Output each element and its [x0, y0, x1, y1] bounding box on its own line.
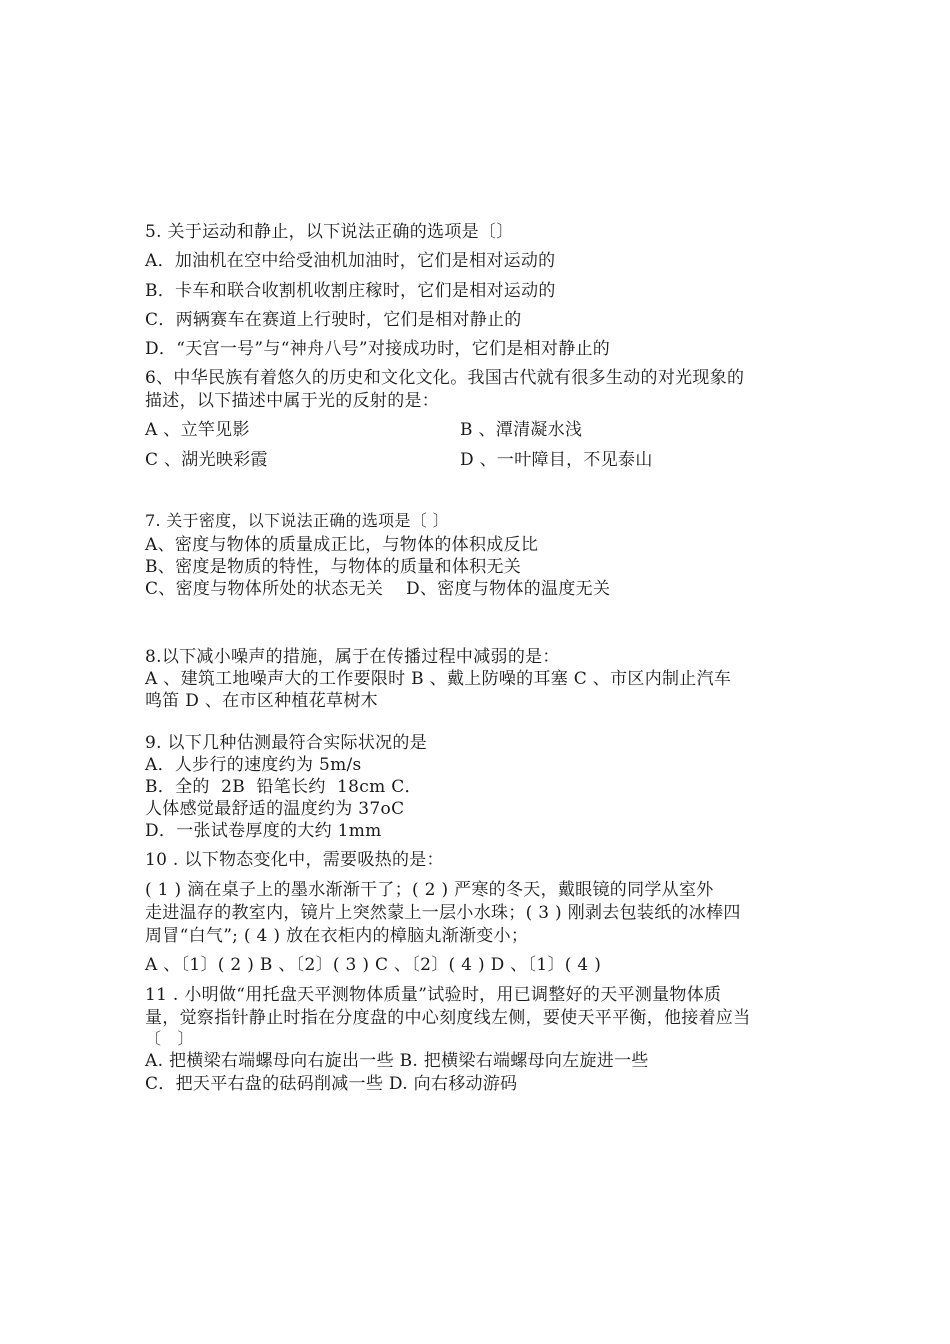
q5-stem: 5. 关于运动和静止，以下说法正确的选项是〔〕	[145, 222, 514, 242]
q7-stem: 7. 关于密度，以下说法正确的选项是〔 〕	[145, 511, 449, 530]
q9-option-b: B．全的 2B 铅笔长约 18cm C．	[145, 777, 422, 797]
q11-stem-line2: 量，觉察指针静止时指在分度盘的中心刻度线左侧，要使天平平衡，他接着应当	[145, 1008, 751, 1028]
q10-body-line3: 周冒“白气”; ( 4 ) 放在衣柜内的樟脑丸渐渐变小；	[145, 926, 529, 946]
q7-option-b: B、密度是物质的特性，与物体的质量和体积无关	[145, 557, 522, 577]
q6-option-a: A 、立竿见影	[145, 420, 250, 440]
q10-body-line1: ( 1 ) 滴在桌子上的墨水渐渐干了；( 2 ) 严寒的冬天，戴眼镜的同学从室外	[145, 880, 714, 900]
q6-option-d: D 、一叶障目，不见泰山	[460, 450, 653, 470]
q7-option-a: A、密度与物体的质量成正比，与物体的体积成反比	[145, 535, 539, 555]
q11-options-cd: C．把天平右盘的砝码削减一些 D. 向右移动游码	[145, 1074, 518, 1094]
q6-option-c: C 、湖光映彩霞	[145, 450, 268, 470]
q6-stem-line1: 6、中华民族有着悠久的历史和文化文化。我国古代就有很多生动的对光现象的	[145, 368, 745, 388]
q9-stem: 9. 以下几种估测最符合实际状况的是	[145, 733, 428, 753]
q10-body-line2: 走进温存的教室内，镜片上突然蒙上一层小水珠；( 3 ) 刚剥去包装纸的冰棒四	[145, 903, 741, 923]
q11-stem-line3: 〔 〕	[145, 1029, 194, 1048]
q11-stem-line1: 11 . 小明做“用托盘天平测物体质量”试验时，用已调整好的天平测量物体质	[145, 985, 722, 1005]
q9-option-d: D．一张试卷厚度的大约 1mm	[145, 821, 382, 841]
q7-option-cd: C、密度与物体所处的状态无关 D、密度与物体的温度无关	[145, 579, 611, 599]
q10-options: A 、〔1〕( 2 ) B 、〔2〕( 3 ) C 、〔2〕( 4 ) D 、〔1〕( 4 )	[145, 955, 602, 975]
q9-option-a: A．人步行的速度约为 5m/s	[145, 755, 362, 775]
q5-option-a: A．加油机在空中给受油机加油时，它们是相对运动的	[145, 251, 556, 271]
q9-option-c: 人体感觉最舒适的温度约为 37oC	[145, 799, 405, 819]
q8-options-line1: A 、建筑工地噪声大的工作要限时 B 、戴上防噪的耳塞 C 、市区内制止汽车	[145, 669, 732, 689]
q11-options-ab: A. 把横梁右端螺母向右旋出一些 B. 把横梁右端螺母向左旋进一些	[145, 1051, 649, 1071]
q5-option-d: D．“天宫一号”与“神舟八号”对接成功时，它们是相对静止的	[145, 339, 611, 359]
q8-stem: 8.以下减小噪声的措施，属于在传播过程中减弱的是：	[145, 647, 560, 667]
q6-stem-line2: 描述，以下描述中属于光的反射的是：	[145, 391, 440, 411]
q10-stem: 10 . 以下物态变化中，需要吸热的是：	[145, 850, 444, 870]
q5-option-c: C．两辆赛车在赛道上行驶时，它们是相对静止的	[145, 310, 522, 330]
q8-options-line2: 鸣笛 D 、在市区种植花草树木	[145, 691, 378, 711]
q5-option-b: B．卡车和联合收割机收割庄稼时，它们是相对运动的	[145, 281, 556, 301]
q6-option-b: B 、潭清凝水浅	[460, 420, 583, 440]
